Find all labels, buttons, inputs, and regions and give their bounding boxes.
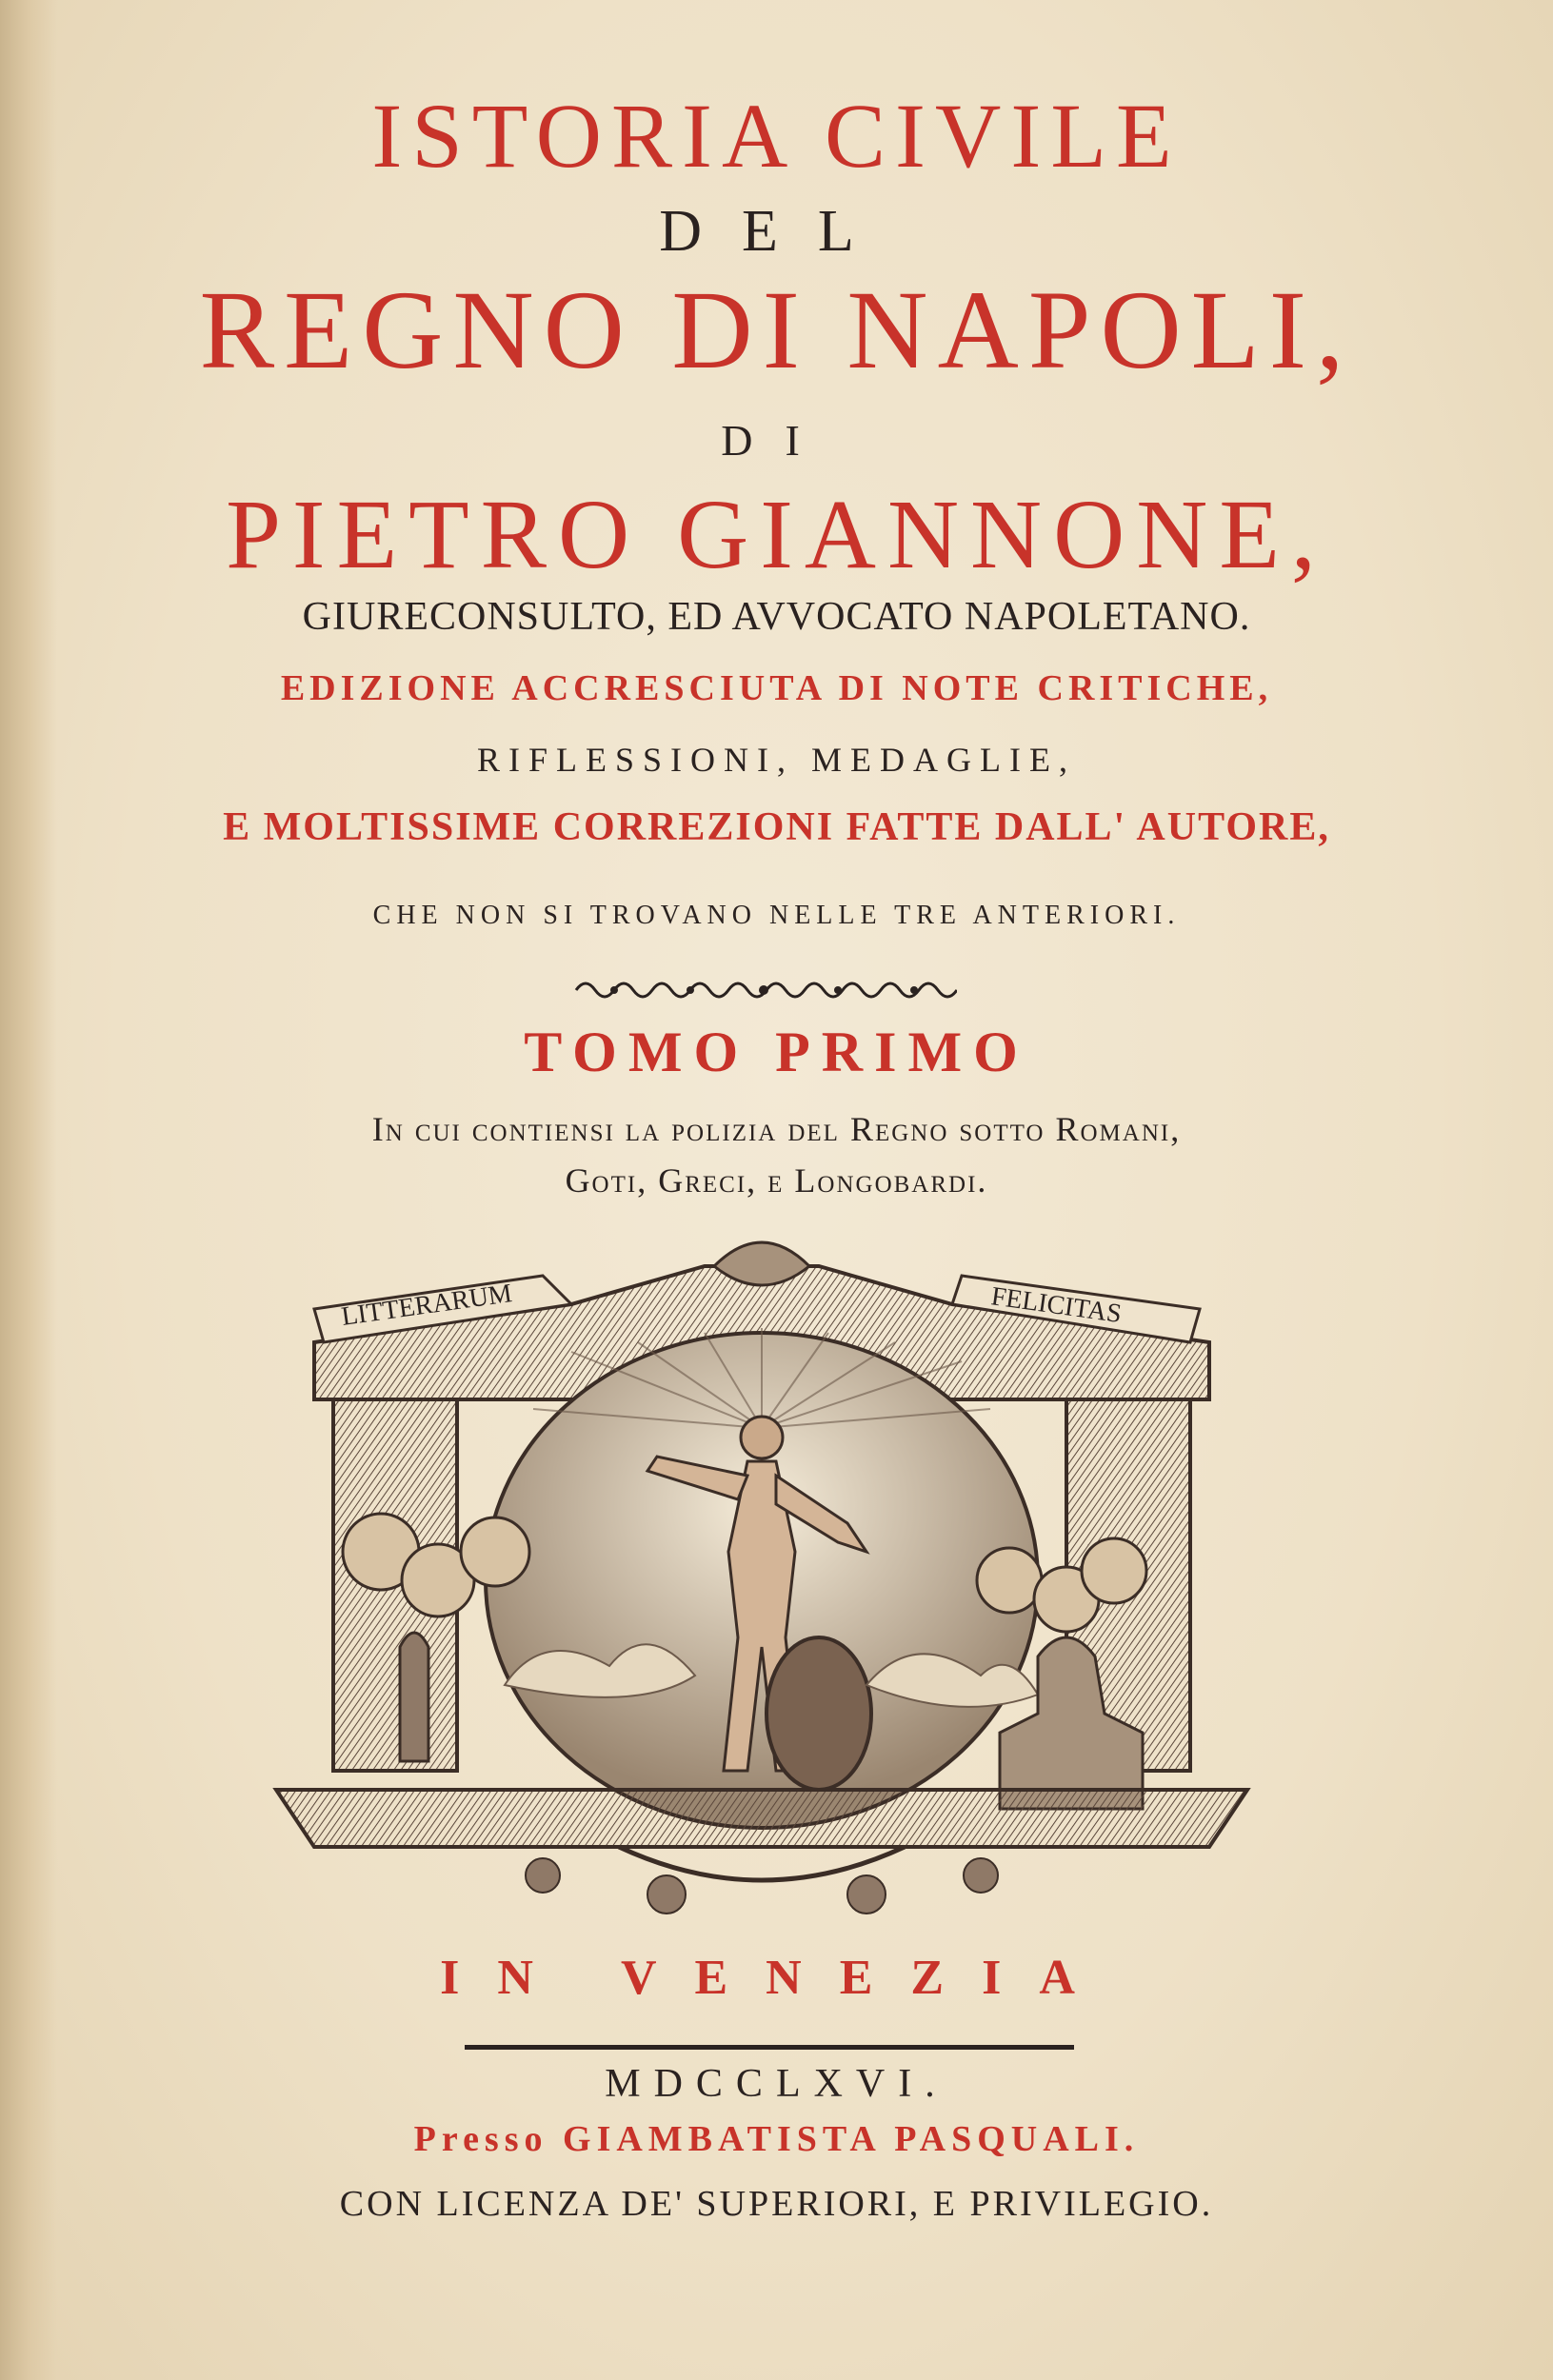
title-line-istoria-civile: ISTORIA CIVILE [371, 85, 1182, 187]
title-line-regno-di-napoli: REGNO DI NAPOLI, [199, 268, 1354, 392]
place-of-publication: IN VENEZIA [440, 1951, 1113, 2005]
license-statement: CON LICENZA DE' SUPERIORI, E PRIVILEGIO. [339, 2184, 1214, 2224]
edition-line-4: CHE NON SI TROVANO NELLE TRE ANTERIORI. [372, 901, 1181, 930]
edition-line-2: RIFLESSIONI, MEDAGLIE, [477, 741, 1076, 779]
volume-description-2: Goti, Greci, e Longobardi. [565, 1161, 988, 1200]
title-line-di: DI [721, 416, 832, 465]
engraved-vignette [257, 1238, 1266, 1923]
edition-line-1: EDIZIONE ACCRESCIUTA DI NOTE CRITICHE, [280, 668, 1273, 708]
ribbon-left-text: LITTERARUM [339, 1279, 514, 1332]
author-description: GIURECONSULTO, ED AVVOCATO NAPOLETANO. [302, 595, 1251, 639]
title-line-del: DEL [659, 199, 894, 264]
publication-year: MDCCLXVI. [605, 2062, 948, 2106]
decorative-ornament-icon [571, 973, 957, 1007]
author-name: PIETRO GIANNONE, [226, 480, 1327, 589]
volume-description-1: In cui contiensi la polizia del Regno sotto Romani, [371, 1110, 1182, 1148]
divider-rule [465, 2045, 1074, 2050]
volume-title: TOMO PRIMO [524, 1021, 1029, 1083]
printer-name: Presso GIAMBATISTA PASQUALI. [413, 2119, 1140, 2159]
ribbon-right-text: FELICITAS [989, 1281, 1124, 1330]
edition-line-3: E MOLTISSIME CORREZIONI FATTE DALL' AUTORE, [223, 805, 1330, 849]
